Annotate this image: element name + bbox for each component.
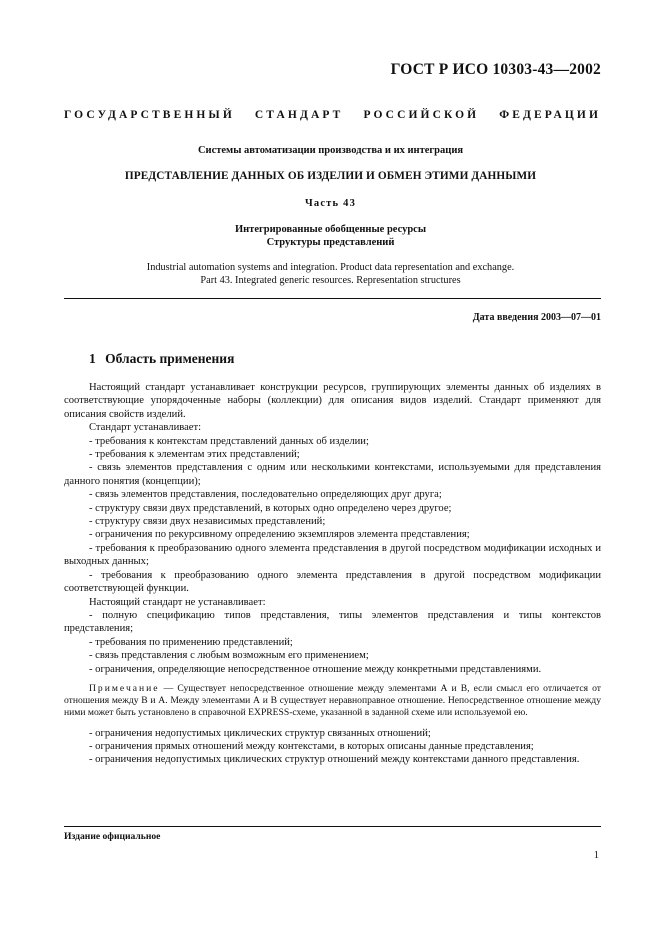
series-title: Системы автоматизации производства и их интеграция <box>197 145 464 156</box>
introduction-date: Дата введения 2003—07—01 <box>472 312 601 323</box>
list-item: - требования к преобразованию одного элемента представления в другой посредством модификации исходных и выходных данных; <box>64 542 601 568</box>
list-item: - структуру связи двух независимых представлений; <box>89 516 326 528</box>
english-title-line-1: Industrial automation systems and integration. Product data representation and exchange. <box>146 262 515 273</box>
section-number: 1 <box>89 351 96 366</box>
top-divider <box>64 298 601 299</box>
list-item: - ограничения по рекурсивному определению экземпляров элемента представления; <box>89 529 470 541</box>
subtitle-line-2: Структуры представлений <box>266 237 395 248</box>
paragraph: Стандарт устанавливает: <box>89 422 202 434</box>
official-edition-label: Издание официальное <box>64 831 161 842</box>
section-title: Область применения <box>105 351 235 366</box>
subtitle-line-1: Интегрированные обобщенные ресурсы <box>234 224 427 235</box>
list-item: - структуру связи двух представлений, в которых одно определено через другое; <box>89 502 452 514</box>
english-title-line-2: Part 43. Integrated generic resources. Representation structures <box>200 274 461 286</box>
note-text: — Существует непосредственное отношение между элементами А и В, если смысл его отличается от отношения между В и А. Между элементами А и В существует неравноправное отношение. Непосредственное отношение между ними может быть установлено в справочной EXPRESS-схеме, указанной в заданной схеме или используемой ею. <box>64 682 601 719</box>
list-item: - связь элементов представления, последовательно определяющих друг друга; <box>89 489 442 501</box>
gost-code: ГОСТ Р ИСО 10303-43—2002 <box>390 61 601 78</box>
list-item: - ограничения прямых отношений между контекстами, в которых описаны данные представления; <box>89 740 534 752</box>
list-item: - связь представления с любым возможным его применением; <box>89 650 369 662</box>
paragraph: Настоящий стандарт устанавливает конструкции ресурсов, группирующих элементы данных об изделиях в соответствующие упорядоченные наборы (коллекции) для описания видов изделий. Стандарт применяют для описания свойств изделий. <box>64 382 601 420</box>
state-standard-heading: ГОСУДАРСТВЕННЫЙ СТАНДАРТ РОССИЙСКОЙ ФЕДЕРАЦИИ <box>64 109 601 121</box>
list-item: - ограничения недопустимых циклических структур отношений между контекстами данного представления. <box>89 754 580 766</box>
paragraph: Настоящий стандарт не устанавливает: <box>89 596 266 608</box>
list-item: - ограничения недопустимых циклических структур связанных отношений; <box>89 727 431 739</box>
part-number: Часть 43 <box>304 198 357 209</box>
list-item: - требования по применению представлений; <box>89 636 293 648</box>
list-item: - связь элементов представления с одним или несколькими контекстами, используемыми для представления данного понятия (концепции); <box>64 462 601 487</box>
document-title: ПРЕДСТАВЛЕНИЕ ДАННЫХ ОБ ИЗДЕЛИИ И ОБМЕН ЭТИМИ ДАННЫМИ <box>124 170 537 182</box>
section-body <box>64 381 601 767</box>
list-item: - полную спецификацию типов представления, типы элементов представления и типы контекстов представления; <box>64 609 601 635</box>
list-item: - требования к контекстам представлений данных об изделии; <box>89 435 369 447</box>
bottom-divider <box>64 826 601 827</box>
list-item: - ограничения, определяющие непосредственное отношение между конкретными представлениями. <box>89 663 542 675</box>
note <box>64 683 601 720</box>
page-number: 1 <box>593 850 599 861</box>
list-item: - требования к элементам этих представлений; <box>89 449 300 461</box>
subtitle-block <box>60 223 601 249</box>
english-title-block <box>60 262 601 287</box>
note-label: Примечание <box>89 682 160 694</box>
section-heading <box>89 351 234 367</box>
list-item: - требования к преобразованию одного элемента представления в другой посредством модификации соответствующей функции. <box>64 569 601 595</box>
